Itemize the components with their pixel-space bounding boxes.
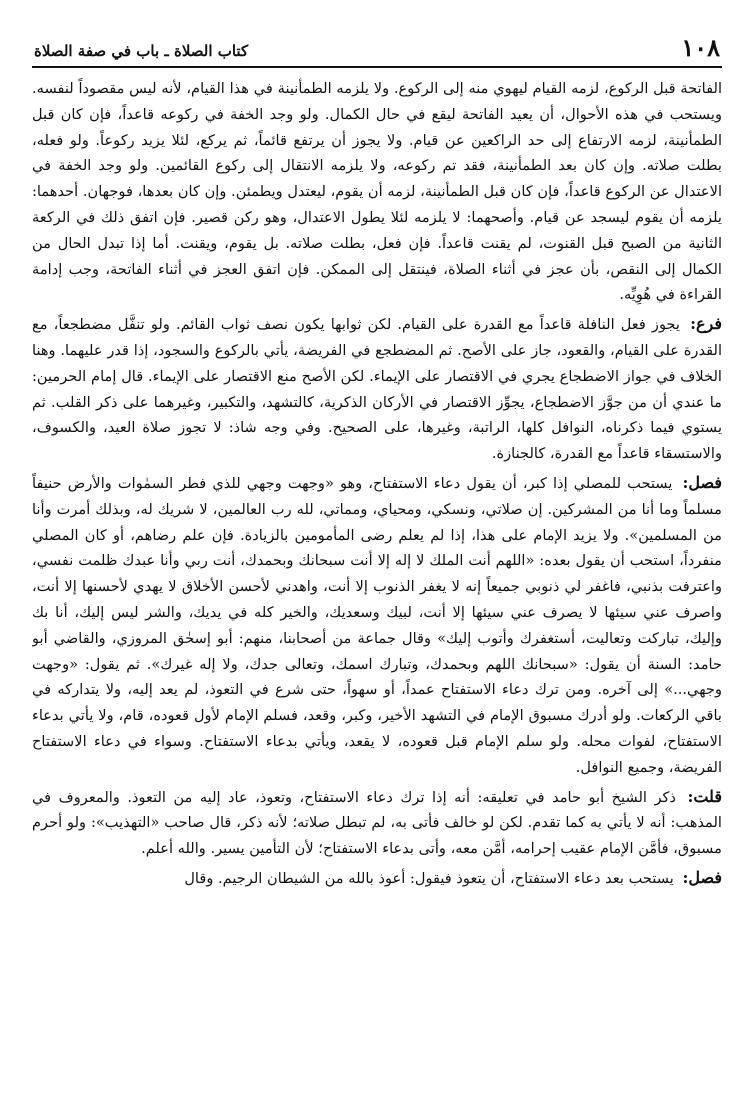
section-heading-fasl: فصل: (682, 867, 722, 887)
page-header (32, 30, 722, 68)
running-title: كتاب الصلاة ـ باب في صفة الصلاة (34, 42, 249, 60)
paragraph-fasl-taawwudh (32, 865, 722, 892)
section-heading-far3: فرع: (690, 314, 722, 334)
page-number: ١٠٨ (681, 33, 720, 62)
section-heading-fasl: فصل: (682, 472, 722, 492)
paragraph-far3 (32, 311, 722, 467)
paragraph-qultu (32, 784, 722, 862)
section-heading-qultu: قلت: (687, 786, 722, 806)
paragraph-text: يستحب للمصلي إذا كبر، أن يقول دعاء الاستفتاح، وهو «وجهت وجهي للذي فطر السمٰوات والأرض حنيفاً مسلماً وما أنا من المشركين. إن صلاتي، ونسكي، ومحياي، ومماتي، لله رب العالمين، لا شريك له، وبذلك أمرت وأنا من المسلمين». ولا يزيد الإمام على هذا، إذا لم يعلم رضى المأمومين بالزيادة. فإن علم رضاهم، أو كان المصلي منفرداً، استحب أن يقول بعده: «اللهم أنت الملك لا إله إلا أنت سبحانك وبحمدك، أنت ربي وأنا عبدك ظلمت نفسي، واعترفت بذنبي، فاغفر لي ذنوبي جميعاً إنه لا يغفر الذنوب إلا أنت، واهدني لأحسن الأخلاق لا يهدي لأحسنها إلا أنت، واصرف عني سيئها لا يصرف عني سيئها إلا أنت، لبيك وسعديك، والخير كله في يديك، والشر ليس إليك، أنا بك وإليك، تباركت وتعاليت، أستغفرك وأتوب إليك» وقال جماعة من أصحابنا، منهم: أبو إسحٰق المروزي، والقاضي أبو حامد: السنة أن يقول: «سبحانك اللهم وبحمدك، وتبارك اسمك، وتعالى جدك، ولا إله غيرك». ثم يقول: «وجهت وجهي...» إلى آخره. ومن ترك دعاء الاستفتاح عمداً، أو سهواً، حتى شرع في التعوذ، لم يعد إليه، ولا يتداركه في باقي الركعات. ولو أدرك مسبوق الإمام في التشهد الأخير، وكبر، وقعد، فسلم الإمام لأول قعوده، قام، ولا يأتي بدعاء الاستفتاح، لفوات محله. ولو سلم الإمام قبل قعوده، لا يقعد، ويأتي بدعاء الاستفتاح. وسواء في دعاء الاستفتاح الفريضة، وجميع النوافل. (32, 474, 722, 776)
paragraph-continuation (32, 76, 722, 308)
paragraph-text: الفاتحة قبل الركوع، لزمه القيام ليهوي منه إلى الركوع. ولا يلزمه الطمأنينة في هذا القيام، لأنه ليس مقصوداً لنفسه. ويستحب في هذه الأحوال، أن يعيد الفاتحة ليقع في حال الكمال. ولو وجد الخفة في ركوعه قاعداً، فإن كان قبل الطمأنينة، لزمه الارتفاع إلى حد الراكعين عن قيام. ولا يجوز أن يرتفع قائماً، ثم يركع، لئلا يزيد ركوعاً. ولو فعله، بطلت صلاته. وإن كان بعد الطمأنينة، فقد تم ركوعه، ولا يلزمه الانتقال إلى ركوع القائمين. ولو وجد الخفة في الاعتدال عن الركوع قاعداً، فإن كان قبل الطمأنينة، لزمه أن يقوم، ليعتدل ويطمئن. وإن كان بعدها، فوجهان. أحدهما: يلزمه أن يقوم ليسجد عن قيام. وأصحهما: لا يلزمه لئلا يطول الاعتدال، وهو ركن قصير. فإن اتفق ذلك في الركعة الثانية من الصبح قبل القنوت، لم يقنت قاعداً. فإن فعل، بطلت صلاته. بل يقوم، ويقنت. أما إذا تبدل الحال من الكمال إلى النقص، بأن عجز في أثناء الصلاة، فينتقل إلى الممكن. فإن اتفق العجز في أثناء الفاتحة، وجب إدامة القراءة في هُوِيِّه. (32, 80, 722, 304)
paragraph-text: ذكر الشيخ أبو حامد في تعليقه: أنه إذا ترك دعاء الاستفتاح، وتعوذ، عاد إليه من التعوذ. والمعروف في المذهب: أنه لا يأتي به كما تقدم. لكن لو خالف فأتى به، لم تبطل صلاته؛ لأنه ذكر، قال صاحب «التهذيب»: ولو أحرم مسبوق، فأمَّن الإمام عقيب إحرامه، أمَّن معه، وأتى بدعاء الاستفتاح؛ لأن التأمين يسير. والله أعلم. (32, 788, 722, 858)
paragraph-text: يستحب بعد دعاء الاستفتاح، أن يتعوذ فيقول: أعوذ بالله من الشيطان الرجيم. وقال (184, 869, 674, 887)
page-body (32, 76, 722, 892)
book-page (32, 30, 722, 1080)
paragraph-text: يجوز فعل النافلة قاعداً مع القدرة على القيام. لكن ثوابها يكون نصف ثواب القائم. ولو تنفَّل مضطجعاً، مع القدرة على القيام، والقعود، جاز على الأصح. ثم المضطجع في الفريضة، يأتي بالركوع والسجود، إذا قدر عليهما. وهنا الخلاف في جواز الاضطجاع يجري في الاقتصار على الإيماء. لكن الأصح منع الاقتصار على الإيماء. قال إمام الحرمين: ما عندي أن من جوَّز الاضطجاع، يجوِّز الاقتصار في الأركان الذكرية، كالتشهد، والتكبير، وغيرهما على ذكر القلب. ثم يستوي فيما ذكرناه، النوافل كلها، الراتبة، وغيرها، على الصحيح. وفي وجه شاذ: لا تجوز صلاة العيد، والكسوف، والاستسقاء قاعداً مع القدرة، كالجنازة. (32, 316, 722, 463)
paragraph-fasl-istiftah (32, 470, 722, 781)
